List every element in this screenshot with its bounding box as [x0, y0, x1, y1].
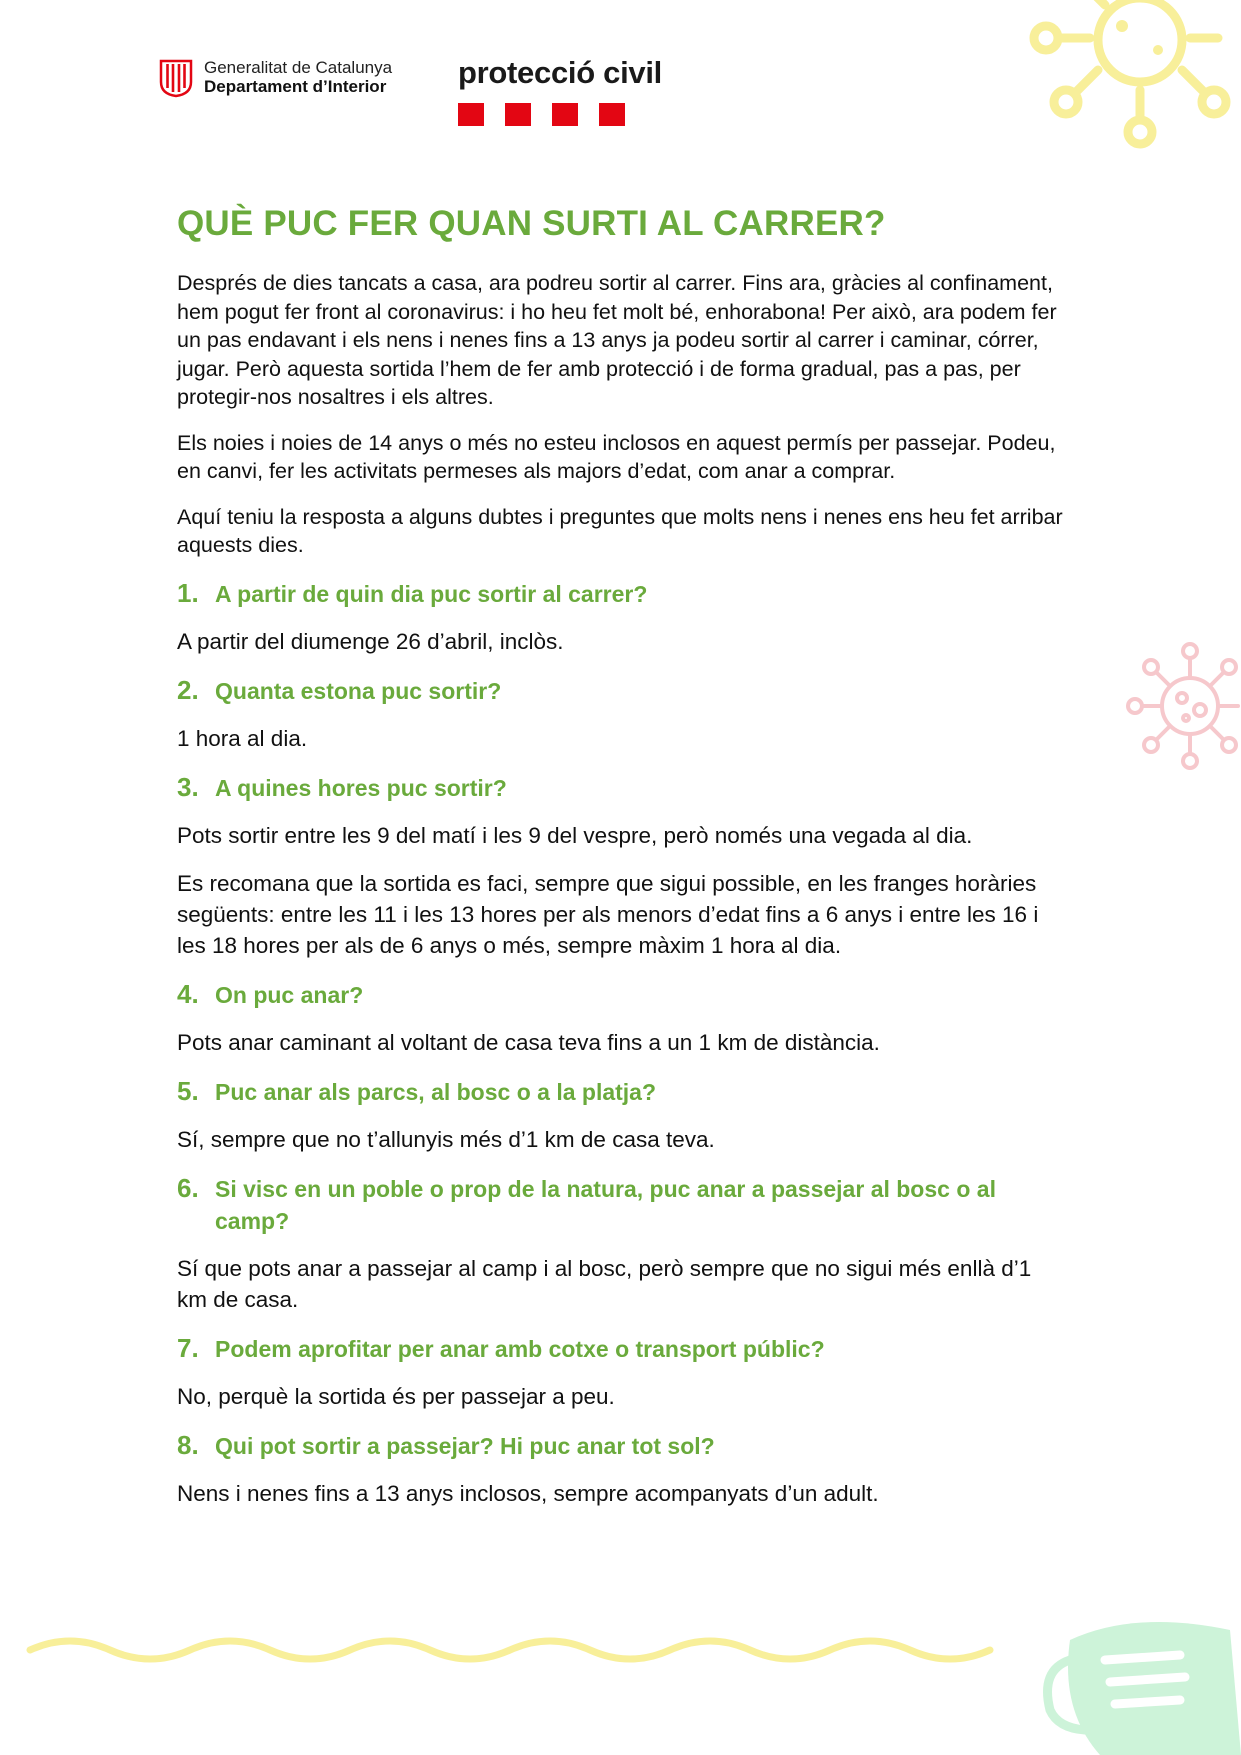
answer-paragraph: Sí que pots anar a passejar al camp i al bosc, però sempre que no sigui més enllà d’1 km de casa. [177, 1255, 1032, 1312]
question-6 [177, 1172, 1067, 1315]
question-8 [177, 1429, 1067, 1509]
question-number: 8. [177, 1429, 199, 1460]
red-square [599, 103, 625, 126]
answer-paragraph: Pots anar caminant al voltant de casa teva fins a un 1 km de distància. [177, 1029, 880, 1055]
question-text: A quines hores puc sortir? [215, 774, 507, 801]
intro-paragraph: Després de dies tancats a casa, ara podreu sortir al carrer. Fins ara, gràcies al confinament, hem pogut fer front al coronavirus: i ho heu fet molt bé, enhorabona! Per això, ara podem fer un pas endavant i els nens i nenes fins a 13 anys ja podeu sortir al carrer i caminar, córrer, jugar. Però aquesta sortida l’hem de fer amb protecció i de forma gradual, pas a pas, per protegir-nos nosaltres i els altres. [177, 271, 1057, 409]
page-title: QUÈ PUC FER QUAN SURTI AL CARRER? [177, 204, 886, 243]
red-square [458, 103, 484, 126]
face-mask-decoration [1030, 1600, 1241, 1755]
question-number: 3. [177, 771, 199, 802]
proteccio-civil-name: protecció civil [458, 55, 662, 90]
answer [177, 1381, 1067, 1412]
answer-paragraph: Pots sortir entre les 9 del matí i les 9 del vespre, però només una vegada al dia. [177, 822, 973, 848]
question-text: Qui pot sortir a passejar? Hi puc anar tot sol? [215, 1432, 715, 1459]
question-text: On puc anar? [215, 981, 364, 1008]
answer [177, 1124, 1067, 1155]
generalitat-logo [158, 58, 392, 98]
answer-paragraph: 1 hora al dia. [177, 725, 308, 751]
question-heading [177, 1075, 1067, 1108]
question-4 [177, 978, 1067, 1058]
question-2 [177, 674, 1067, 754]
question-text: A partir de quin dia puc sortir al carrer? [215, 580, 648, 607]
question-5 [177, 1075, 1067, 1155]
answer [177, 820, 1067, 961]
question-number: 7. [177, 1332, 199, 1363]
question-text: Puc anar als parcs, al bosc o a la platja? [215, 1078, 657, 1105]
question-3 [177, 771, 1067, 961]
intro-paragraph: Aquí teniu la resposta a alguns dubtes i preguntes que molts nens i nenes ens heu fet arribar aquests dies. [177, 504, 1063, 557]
proteccio-civil-squares [458, 103, 662, 126]
header [158, 55, 858, 125]
red-square [505, 103, 531, 126]
question-number: 6. [177, 1172, 199, 1203]
department-name: Departament d’Interior [204, 77, 387, 96]
question-text: Quanta estona puc sortir? [215, 677, 502, 704]
question-heading [177, 1332, 1067, 1365]
virus-decoration [1120, 636, 1241, 776]
answer [177, 1478, 1067, 1509]
question-text: Si visc en un poble o prop de la natura, puc anar a passejar al bosc o al camp? [215, 1175, 996, 1234]
question-number: 1. [177, 577, 199, 608]
question-heading [177, 577, 1067, 610]
answer-paragraph: A partir del diumenge 26 d’abril, inclòs. [177, 628, 564, 654]
document-body [177, 201, 1067, 1526]
generalitat-emblem-icon [158, 58, 194, 98]
question-7 [177, 1332, 1067, 1412]
question-heading [177, 978, 1067, 1011]
answer-paragraph: No, perquè la sortida és per passejar a peu. [177, 1383, 615, 1409]
question-heading [177, 674, 1067, 707]
question-heading [177, 1172, 1067, 1237]
question-number: 5. [177, 1075, 199, 1106]
question-1 [177, 577, 1067, 657]
generalitat-name: Generalitat de Catalunya [204, 58, 393, 77]
wavy-line-decoration [25, 1630, 1015, 1670]
sun-decoration [1010, 0, 1241, 165]
answer [177, 723, 1067, 754]
answer [177, 1027, 1067, 1058]
question-heading [177, 1429, 1067, 1462]
intro-paragraph: Els noies i noies de 14 anys o més no esteu inclosos en aquest permís per passejar. Podeu, en canvi, fer les activitats permeses als majors d’edat, com anar a comprar. [177, 430, 1056, 483]
question-number: 4. [177, 978, 199, 1009]
proteccio-civil-logo [458, 55, 662, 126]
red-square [552, 103, 578, 126]
answer [177, 626, 1067, 657]
question-heading [177, 771, 1067, 804]
question-text: Podem aprofitar per anar amb cotxe o transport públic? [215, 1335, 825, 1362]
answer-paragraph: Sí, sempre que no t’allunyis més d’1 km de casa teva. [177, 1126, 715, 1152]
answer-paragraph: Nens i nenes fins a 13 anys inclosos, sempre acompanyats d’un adult. [177, 1480, 879, 1506]
intro [177, 269, 1067, 560]
answer-paragraph: Es recomana que la sortida es faci, sempre que sigui possible, en les franges horàries següents: entre les 11 i les 13 hores per als menors d’edat fins a 6 anys i entre les 16 i les 18 hores per als de 6 anys o més, sempre màxim 1 hora al dia. [177, 870, 1039, 958]
answer [177, 1253, 1067, 1315]
question-number: 2. [177, 674, 199, 705]
